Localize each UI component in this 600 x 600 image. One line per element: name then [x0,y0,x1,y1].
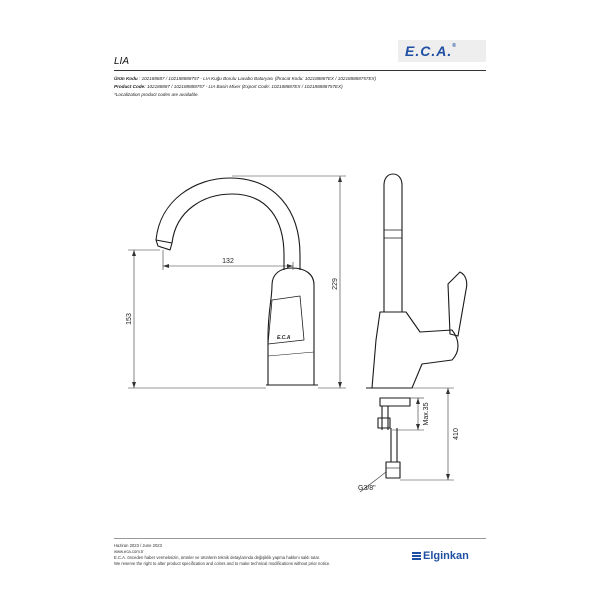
dim-max35-label: Max.35 [423,402,430,426]
spout-tip [156,240,172,250]
eca-logo: E.C.A.® [405,43,457,59]
hose-connector [386,462,400,478]
mounting-nut [380,398,410,406]
footer-divider [114,538,486,539]
arrow-132-left [163,264,169,268]
mixer-body [268,268,314,385]
body-joint-line [268,352,314,356]
footer-website: www.eca.com.tr [114,549,144,554]
thread-label: G3/8" [358,485,376,492]
faucet-logo: E.C.A [277,335,291,341]
side-spout [384,174,402,312]
footer-note-en: We reserve the right to alter product specification and colors and to make technical modifications without prior notice. [114,561,331,566]
arrow-410-bottom [446,474,450,480]
aerator-line [160,247,168,249]
dim-132-label: 132 [222,258,234,265]
side-body [372,312,458,388]
elginkan-brand: Elginkan [412,550,469,562]
dim-410-label: 410 [453,428,460,440]
arrow-132-right [287,264,293,268]
arrow-max35-top [416,398,420,404]
dim-153-label: 153 [126,313,133,325]
product-title: LIA [114,56,130,67]
elginkan-mark-icon [412,551,421,562]
product-code-tr: Ürün Kodu : 102188887 / 102188888757 - LIA Kuğu Borulu Lavabo Bataryası (İhracat Kodu: 102188887EX / 102188888757EX) [114,76,377,81]
product-code-en: Product Code: 102188887 / 102188888757 - LIA Basin Mixer (Export Code: 102188887EX / 102188888757EX) [114,84,343,89]
dim-229-label: 229 [332,278,339,290]
arrow-229-top [338,176,342,182]
footer-date: Haziran 2023 / June 2023 [114,543,162,548]
footer-note-tr: E.C.A. önceden haber vermeksizin, ürünler ve ürünlerin teknik detaylarında değişiklik yapma hakkını saklı tutar. [114,555,320,560]
arrow-229-bottom [338,382,342,388]
arrow-153-bottom [132,382,136,388]
localization-note: *Localization product codes are available. [114,92,199,97]
arrow-410-top [446,388,450,394]
arrow-max35-bottom [416,424,420,430]
arrow-153-top [132,250,136,256]
side-lever [448,272,467,336]
